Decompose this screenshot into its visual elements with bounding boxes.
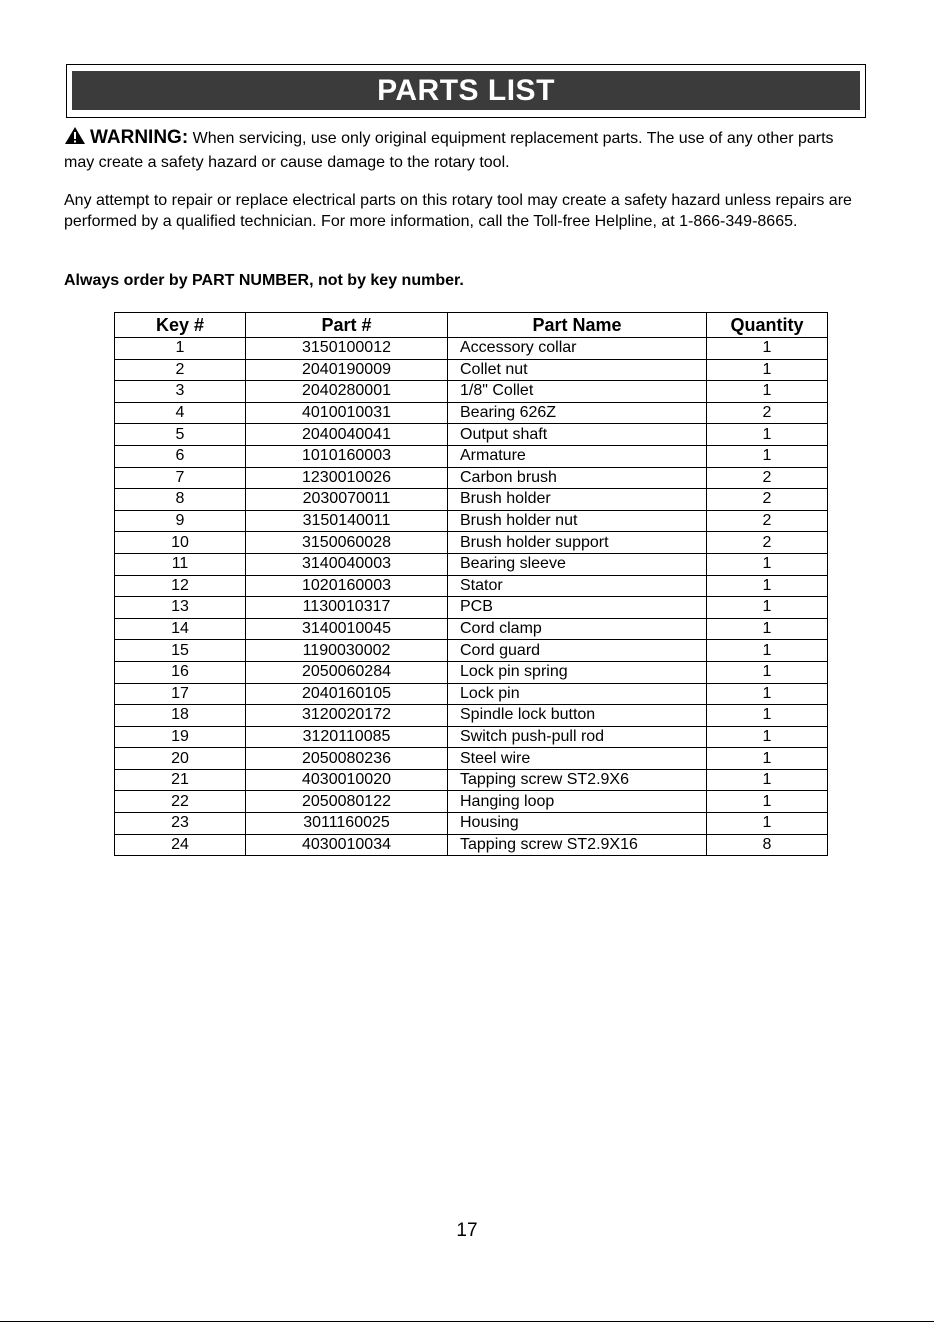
cell-part-name: Brush holder [448,489,707,511]
cell-part-name: Stator [448,575,707,597]
table-row [115,834,828,856]
title-frame [66,64,866,118]
column-header-quantity: Quantity [707,313,828,338]
cell-key: 3 [115,381,246,403]
cell-part-number: 3150140011 [246,510,448,532]
cell-key: 21 [115,769,246,791]
cell-quantity: 1 [707,661,828,683]
cell-quantity: 1 [707,359,828,381]
cell-quantity: 2 [707,510,828,532]
cell-part-name: Tapping screw ST2.9X16 [448,834,707,856]
table-row [115,402,828,424]
cell-key: 24 [115,834,246,856]
cell-part-name: Lock pin spring [448,661,707,683]
table-row [115,791,828,813]
table-row [115,661,828,683]
cell-key: 5 [115,424,246,446]
cell-key: 8 [115,489,246,511]
table-row [115,424,828,446]
cell-part-number: 1230010026 [246,467,448,489]
cell-part-name: Brush holder nut [448,510,707,532]
cell-part-number: 1190030002 [246,640,448,662]
cell-quantity: 1 [707,726,828,748]
cell-quantity: 1 [707,705,828,727]
cell-key: 4 [115,402,246,424]
cell-part-name: Housing [448,813,707,835]
cell-quantity: 1 [707,618,828,640]
bottom-rule [0,1321,934,1322]
cell-part-name: PCB [448,597,707,619]
cell-key: 15 [115,640,246,662]
column-header-part-number: Part # [246,313,448,338]
table-header-row [115,313,828,338]
cell-part-name: Bearing 626Z [448,402,707,424]
table-row [115,705,828,727]
cell-part-name: Accessory collar [448,338,707,360]
cell-part-name: Lock pin [448,683,707,705]
table-row [115,359,828,381]
cell-quantity: 1 [707,553,828,575]
cell-quantity: 2 [707,402,828,424]
cell-quantity: 1 [707,424,828,446]
cell-quantity: 2 [707,532,828,554]
cell-part-number: 2050060284 [246,661,448,683]
table-row [115,510,828,532]
cell-part-number: 1010160003 [246,445,448,467]
warning-text: When servicing, use only original equipment replacement parts. The use of any other parts may create a safety hazard or cause damage to the rotary tool. [64,130,834,171]
cell-part-number: 2050080122 [246,791,448,813]
cell-part-number: 4030010034 [246,834,448,856]
cell-key: 16 [115,661,246,683]
parts-table-body [115,338,828,856]
cell-part-name: Carbon brush [448,467,707,489]
cell-part-name: Cord guard [448,640,707,662]
cell-quantity: 1 [707,597,828,619]
cell-part-number: 3140040003 [246,553,448,575]
table-row [115,640,828,662]
parts-table [114,312,828,856]
cell-part-number: 3120020172 [246,705,448,727]
cell-key: 12 [115,575,246,597]
cell-quantity: 1 [707,791,828,813]
table-row [115,489,828,511]
cell-key: 11 [115,553,246,575]
cell-part-name: Collet nut [448,359,707,381]
cell-quantity: 1 [707,813,828,835]
cell-quantity: 1 [707,338,828,360]
cell-quantity: 1 [707,575,828,597]
table-row [115,597,828,619]
cell-part-number: 3150100012 [246,338,448,360]
cell-part-number: 1020160003 [246,575,448,597]
cell-key: 22 [115,791,246,813]
cell-part-name: Armature [448,445,707,467]
cell-key: 6 [115,445,246,467]
cell-part-number: 2040190009 [246,359,448,381]
cell-key: 18 [115,705,246,727]
cell-part-name: Spindle lock button [448,705,707,727]
table-row [115,748,828,770]
table-row [115,553,828,575]
cell-part-number: 4030010020 [246,769,448,791]
column-header-part-name: Part Name [448,313,707,338]
cell-part-name: Cord clamp [448,618,707,640]
page-title: PARTS LIST [377,73,555,107]
cell-part-name: Output shaft [448,424,707,446]
cell-part-name: Switch push-pull rod [448,726,707,748]
cell-part-name: Brush holder support [448,532,707,554]
table-row [115,683,828,705]
cell-part-number: 1130010317 [246,597,448,619]
cell-part-name: Tapping screw ST2.9X6 [448,769,707,791]
cell-part-number: 2050080236 [246,748,448,770]
cell-key: 10 [115,532,246,554]
cell-part-name: Bearing sleeve [448,553,707,575]
table-row [115,726,828,748]
table-row [115,338,828,360]
cell-quantity: 2 [707,467,828,489]
cell-part-name: Steel wire [448,748,707,770]
warning-triangle-icon [64,126,86,152]
table-row [115,769,828,791]
cell-part-number: 3150060028 [246,532,448,554]
cell-part-number: 2040160105 [246,683,448,705]
cell-quantity: 1 [707,445,828,467]
table-row [115,813,828,835]
cell-quantity: 1 [707,769,828,791]
order-note: Always order by PART NUMBER, not by key number. [64,272,464,289]
table-row [115,618,828,640]
table-row [115,532,828,554]
cell-quantity: 1 [707,748,828,770]
table-row [115,445,828,467]
cell-part-number: 3011160025 [246,813,448,835]
cell-part-number: 2030070011 [246,489,448,511]
page-number: 17 [456,1220,478,1241]
warning-label: WARNING: [90,127,189,148]
cell-part-number: 3120110085 [246,726,448,748]
table-row [115,381,828,403]
cell-key: 19 [115,726,246,748]
cell-key: 2 [115,359,246,381]
repair-notice: Any attempt to repair or replace electrical parts on this rotary tool may create a safety hazard unless repairs are performed by a qualified technician. For more information, call the Toll-free Helpline, at 1-866-349-8665. [64,192,852,230]
cell-quantity: 2 [707,489,828,511]
cell-part-number: 4010010031 [246,402,448,424]
cell-key: 20 [115,748,246,770]
cell-key: 7 [115,467,246,489]
cell-quantity: 8 [707,834,828,856]
cell-quantity: 1 [707,683,828,705]
cell-key: 9 [115,510,246,532]
cell-key: 17 [115,683,246,705]
title-bar [72,71,860,110]
cell-quantity: 1 [707,381,828,403]
cell-key: 14 [115,618,246,640]
column-header-key: Key # [115,313,246,338]
cell-key: 23 [115,813,246,835]
warning-block [64,126,864,174]
cell-key: 1 [115,338,246,360]
cell-part-number: 2040040041 [246,424,448,446]
cell-key: 13 [115,597,246,619]
cell-part-name: Hanging loop [448,791,707,813]
cell-part-name: 1/8" Collet [448,381,707,403]
cell-quantity: 1 [707,640,828,662]
cell-part-number: 3140010045 [246,618,448,640]
table-row [115,467,828,489]
table-row [115,575,828,597]
cell-part-number: 2040280001 [246,381,448,403]
